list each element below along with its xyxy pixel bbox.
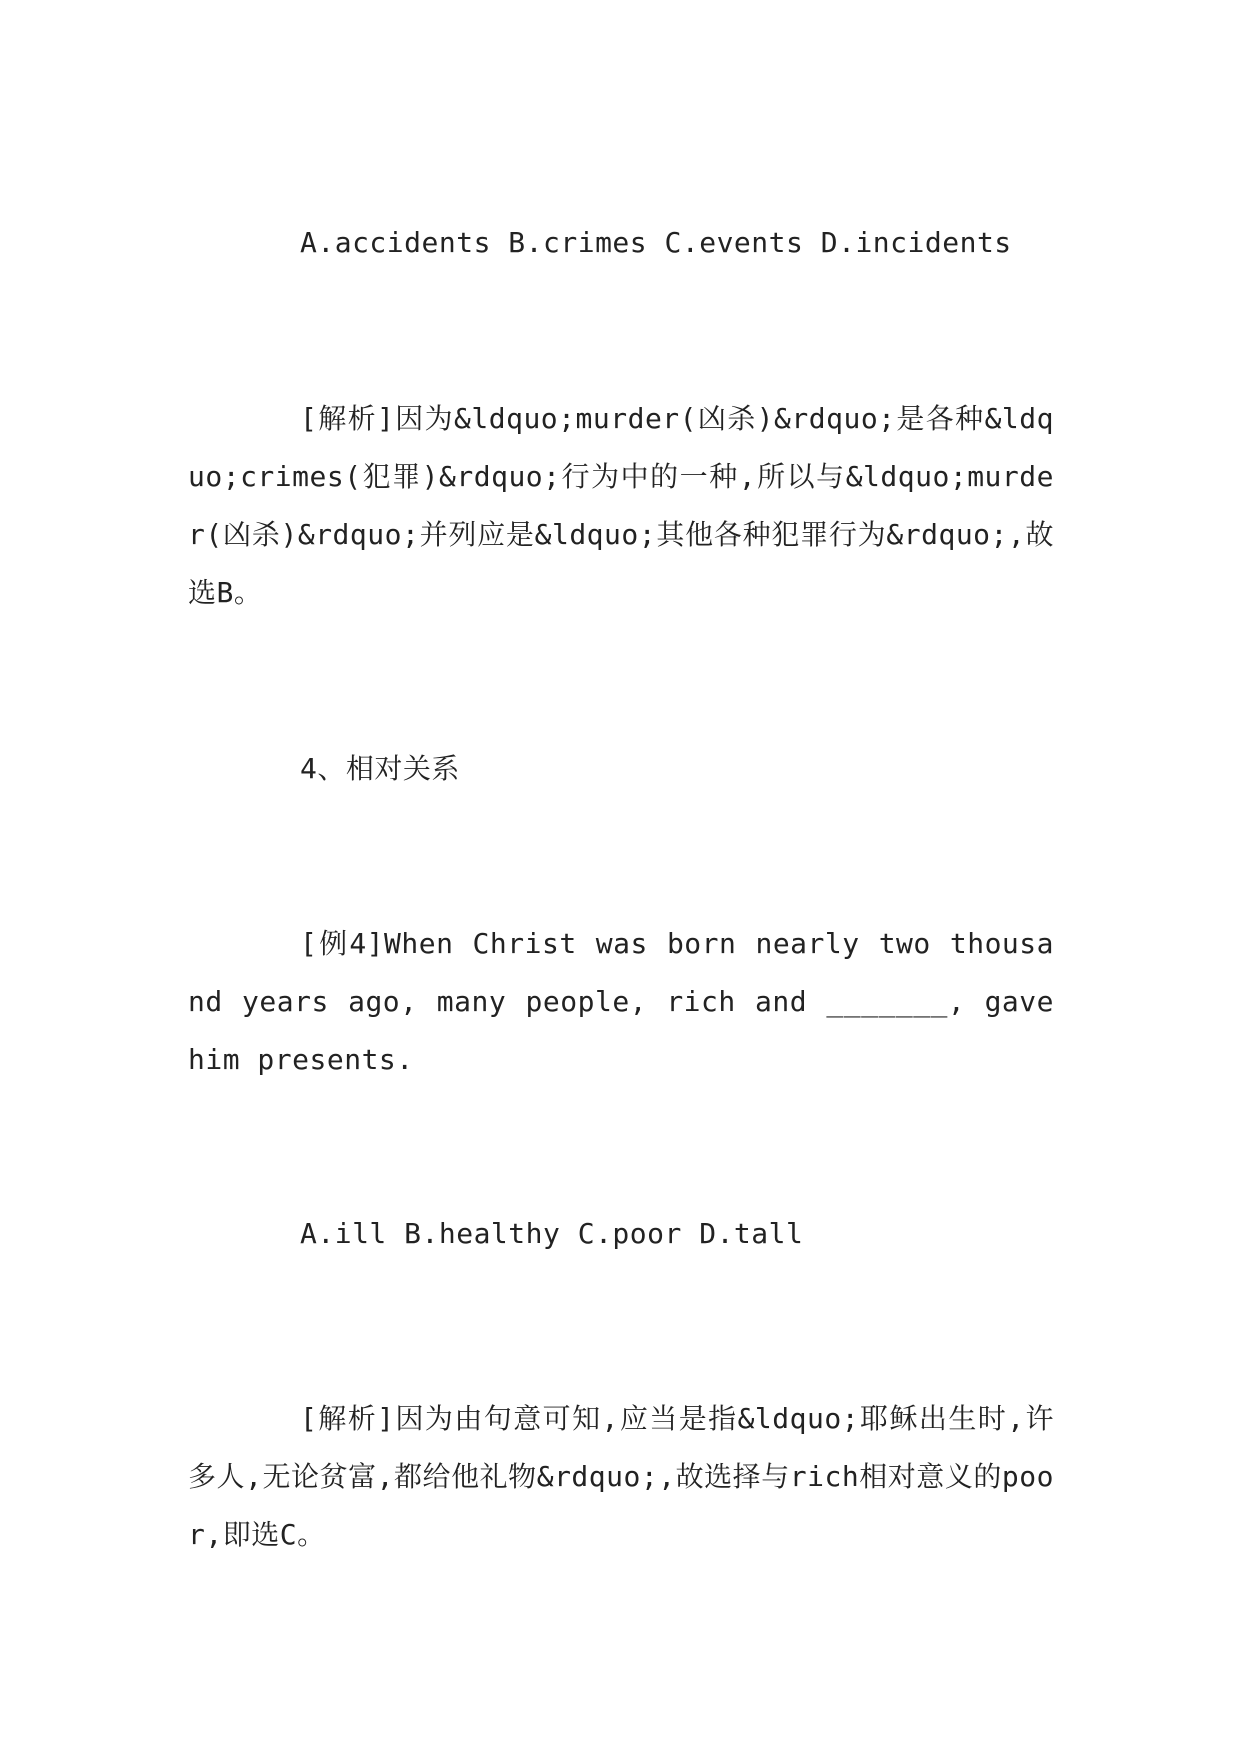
analysis-4: [解析]因为由句意可知,应当是指&ldquo;耶稣出生时,许多人,无论贫富,都给他礼物&rdquo;,故选择与rich相对意义的poor,即选C。 <box>188 1402 1054 1551</box>
analysis-3: [解析]因为&ldquo;murder(凶杀)&rdquo;是各种&ldquo;crimes(犯罪)&rdquo;行为中的一种,所以与&ldquo;murder(凶杀)&rdquo;并列应是&ldquo;其他各种犯罪行为&rdquo;,故选B。 <box>188 402 1054 609</box>
example-4-question: [例4]When Christ was born nearly two thousand years ago, many people, rich and _______, gave him presents. <box>188 927 1054 1076</box>
section-heading-relative-relation: 4、相对关系 <box>300 752 460 785</box>
answer-options-3: A.accidents B.crimes C.events D.incidents <box>300 226 1012 259</box>
answer-options-4: A.ill B.healthy C.poor D.tall <box>300 1217 804 1250</box>
